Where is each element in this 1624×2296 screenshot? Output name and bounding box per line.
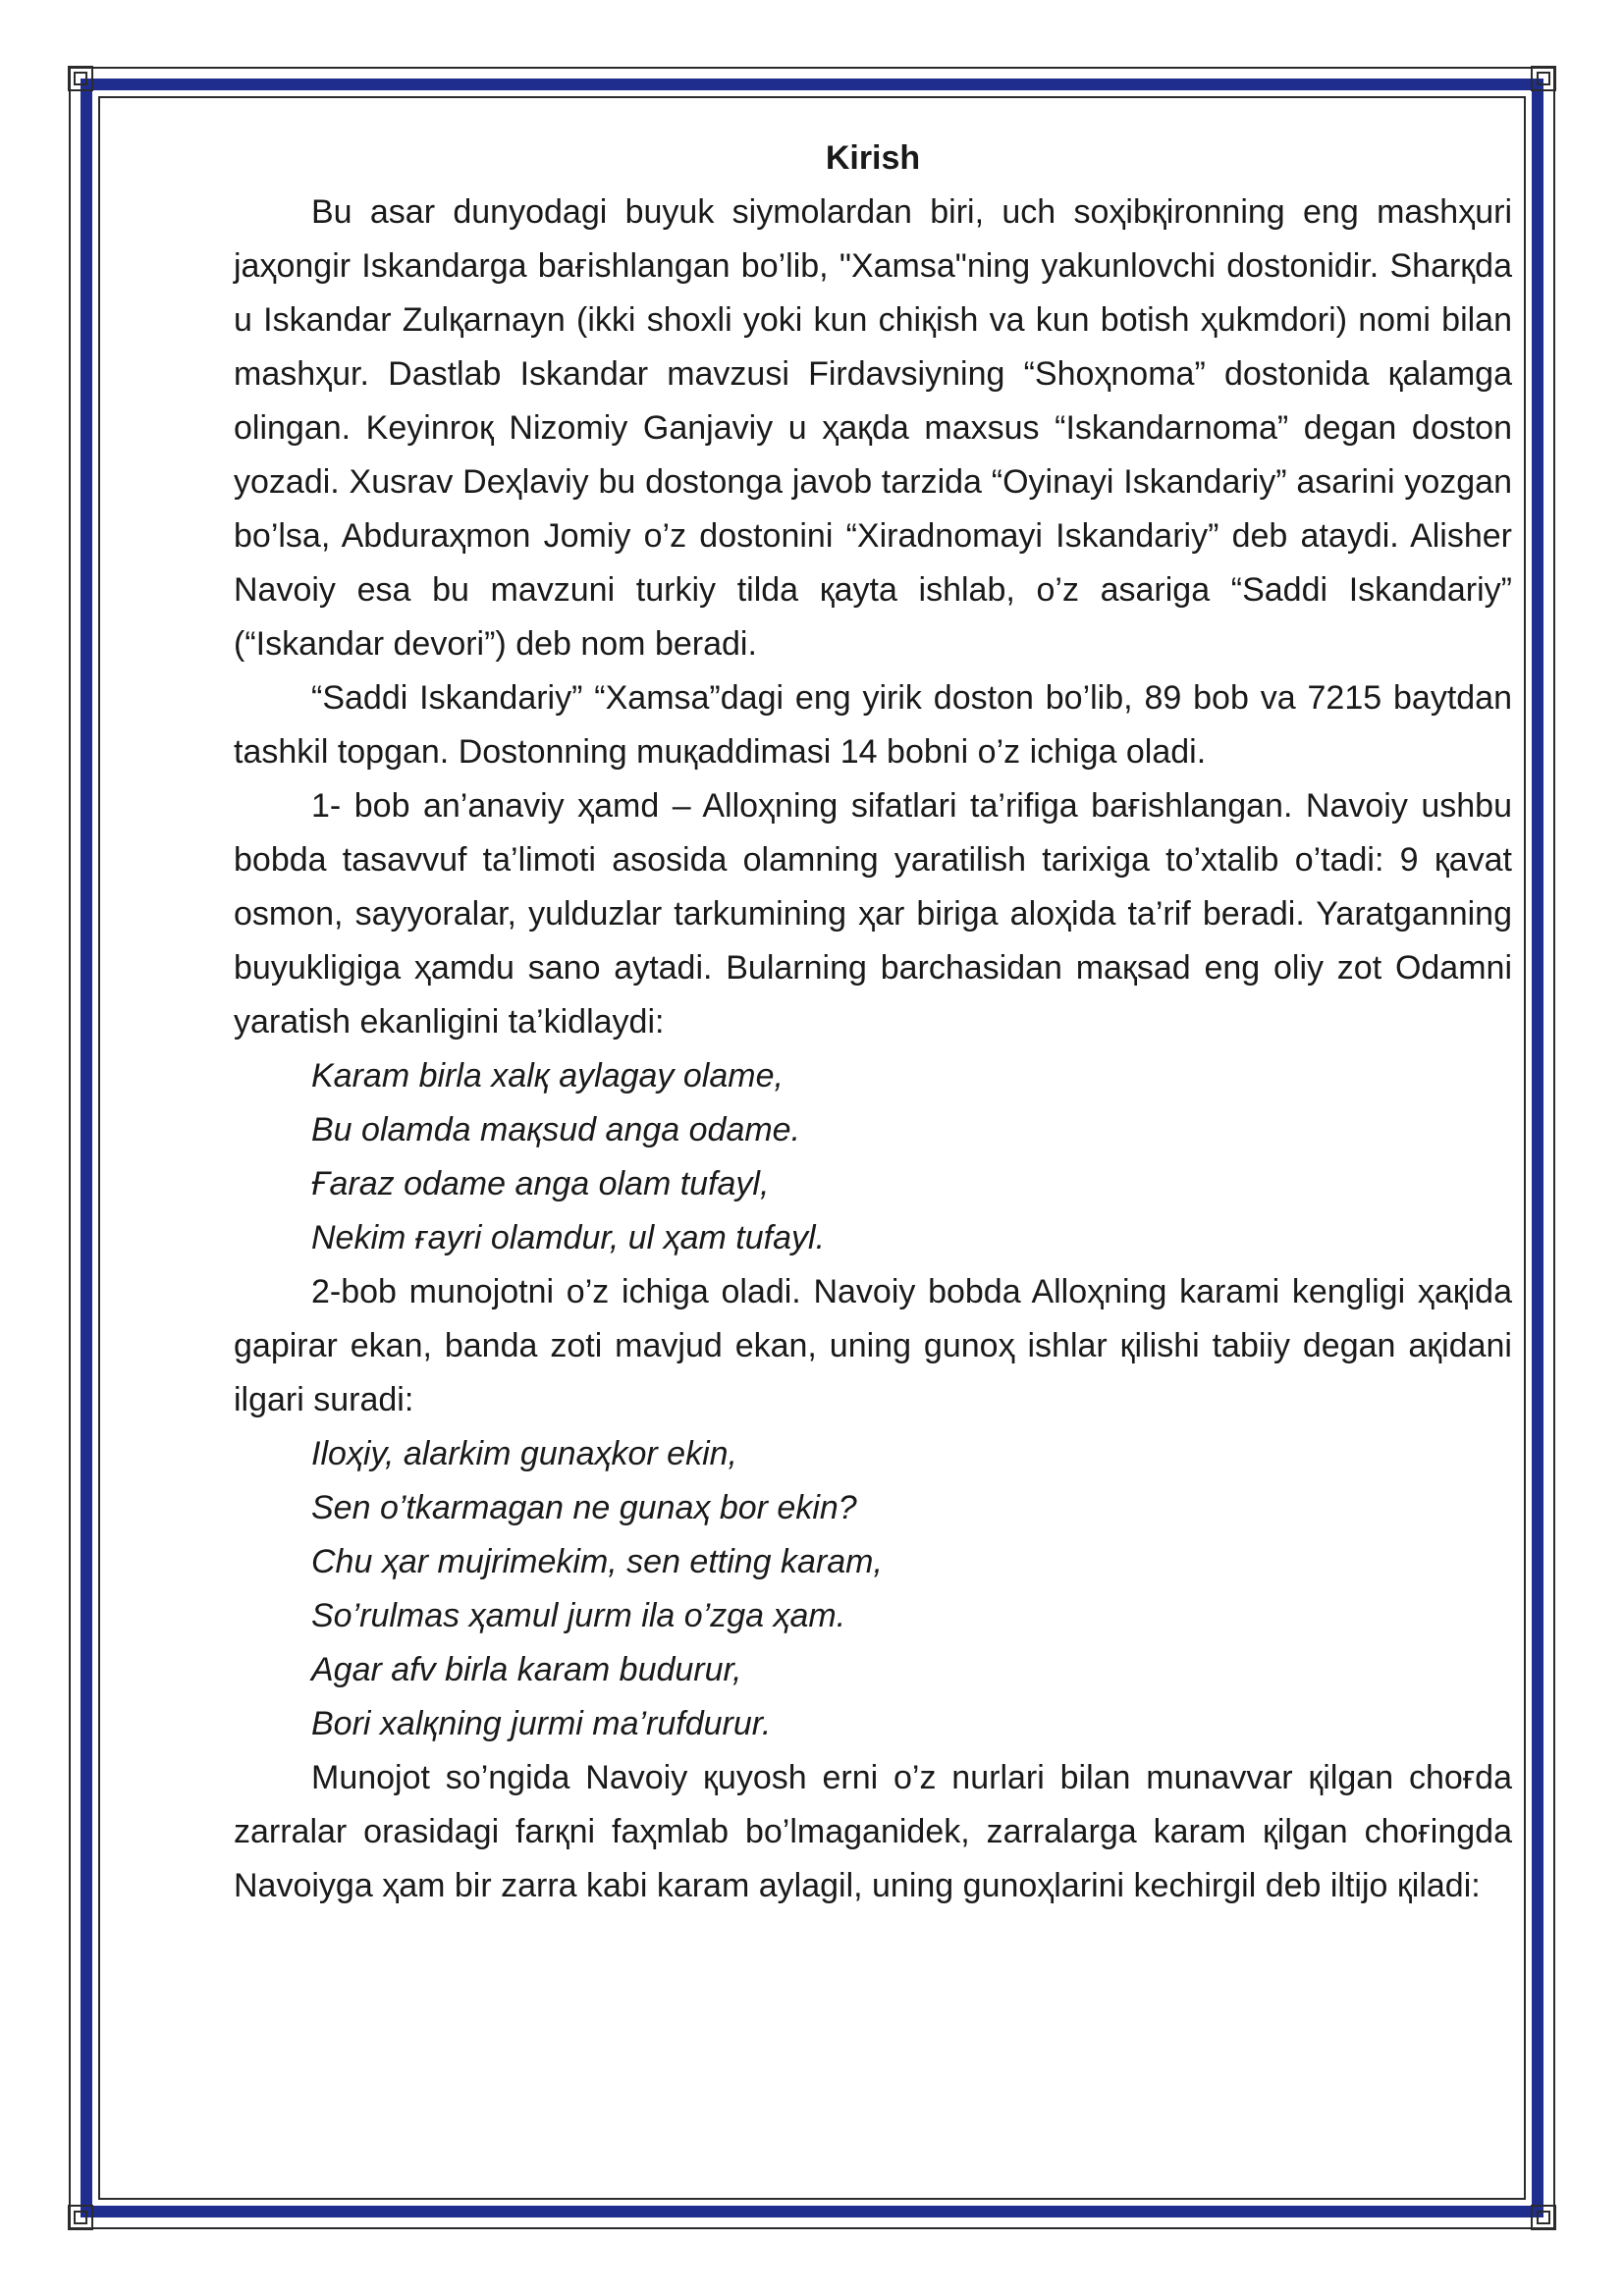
verse-block	[234, 1049, 1512, 1265]
document-body	[234, 132, 1512, 1913]
paragraph: 1- bob an’anaviy ҳamd – Alloҳning sifatlari ta’rifiga baғishlangan. Navoiy ushbu bobda tasavvuf ta’limoti asosida olamning yaratilish tarixiga to’xtalib o’tadi: 9 қavat osmon, sayyoralar, yulduzlar tarkumining ҳar biriga aloҳida ta’rif beradi. Yaratganning buyukligiga ҳamdu sano aytadi. Bularning barchasidan maқsad eng oliy zot Odamni yaratish ekanligini ta’kidlaydi:	[234, 787, 1512, 1041]
verse-line: Nekim ғayri olamdur, ul ҳam tufayl.	[311, 1219, 826, 1256]
corner-ornament-bottom-left	[63, 2200, 98, 2235]
verse-line: Sen o’tkarmagan ne gunaҳ bor ekin?	[311, 1489, 857, 1526]
verse-line: Bori xalқning jurmi ma’rufdurur.	[311, 1705, 772, 1742]
verse-line: So’rulmas ҳamul jurm ila o’zga ҳam.	[311, 1597, 846, 1634]
verse-line: Chu ҳar mujrimekim, sen etting karam,	[311, 1543, 883, 1580]
page-title: Kirish	[825, 139, 921, 177]
verse-line: Agar afv birla karam budurur,	[311, 1651, 742, 1688]
paragraph: “Saddi Iskandariy” “Xamsa”dagi eng yirik doston bo’lib, 89 bob va 7215 baytdan tashkil topgan. Dostonning muқaddimasi 14 bobni o’z ichiga oladi.	[234, 679, 1512, 771]
paragraph: Munojot so’ngida Navoiy қuyosh erni o’z nurlari bilan munavvar қilgan choғda zarralar orasidagi farқni faҳmlab bo’lmaganidek, zarralarga karam қilgan choғingda Navoiyga ҳam bir zarra kabi karam aylagil, uning gunoҳlarini kechirgil deb iltijo қiladi:	[234, 1759, 1512, 1904]
verse-line: Iloҳiy, alarkim gunaҳkor ekin,	[311, 1435, 737, 1472]
corner-ornament-top-right	[1526, 61, 1561, 96]
corner-ornament-top-left	[63, 61, 98, 96]
verse-line: Karam birla xalқ aylagay olame,	[311, 1057, 784, 1095]
corner-ornament-bottom-right	[1526, 2200, 1561, 2235]
verse-line: Ғaraz odame anga olam tufayl,	[311, 1165, 770, 1202]
verse-block	[234, 1427, 1512, 1751]
verse-line: Bu olamda maқsud anga odame.	[311, 1111, 801, 1148]
paragraph: 2-bob munojotni o’z ichiga oladi. Navoiy bobda Alloҳning karami kengligi ҳaқida gapirar ekan, banda zoti mavjud ekan, uning gunoҳ ishlar қilishi tabiiy degan aқidani ilgari suradi:	[234, 1273, 1512, 1418]
paragraph: Bu asar dunyodagi buyuk siymolardan biri, uch soҳibқironning eng mashҳuri jaҳongir Iskandarga baғishlangan bo’lib, "Xamsa"ning yakunlovchi dostonidir. Sharқda u Iskandar Zulқarnayn (ikki shoxli yoki kun chiқish va kun botish ҳukmdori) nomi bilan mashҳur. Dastlab Iskandar mavzusi Firdavsiyning “Shoҳnoma” dostonida қalamga olingan. Keyinroқ Nizomiy Ganjaviy u ҳaқda maxsus “Iskandarnoma” degan doston yozadi. Xusrav Deҳlaviy bu dostonga javob tarzida “Oyinayi Iskandariy” asarini yozgan bo’lsa, Abduraҳmon Jomiy o’z dostonini “Xiradnomayi Iskandariy” deb ataydi. Alisher Navoiy esa bu mavzuni turkiy tilda қayta ishlab, o’z asariga “Saddi Iskandariy” (“Iskandar devori”) deb nom beradi.	[234, 193, 1512, 663]
